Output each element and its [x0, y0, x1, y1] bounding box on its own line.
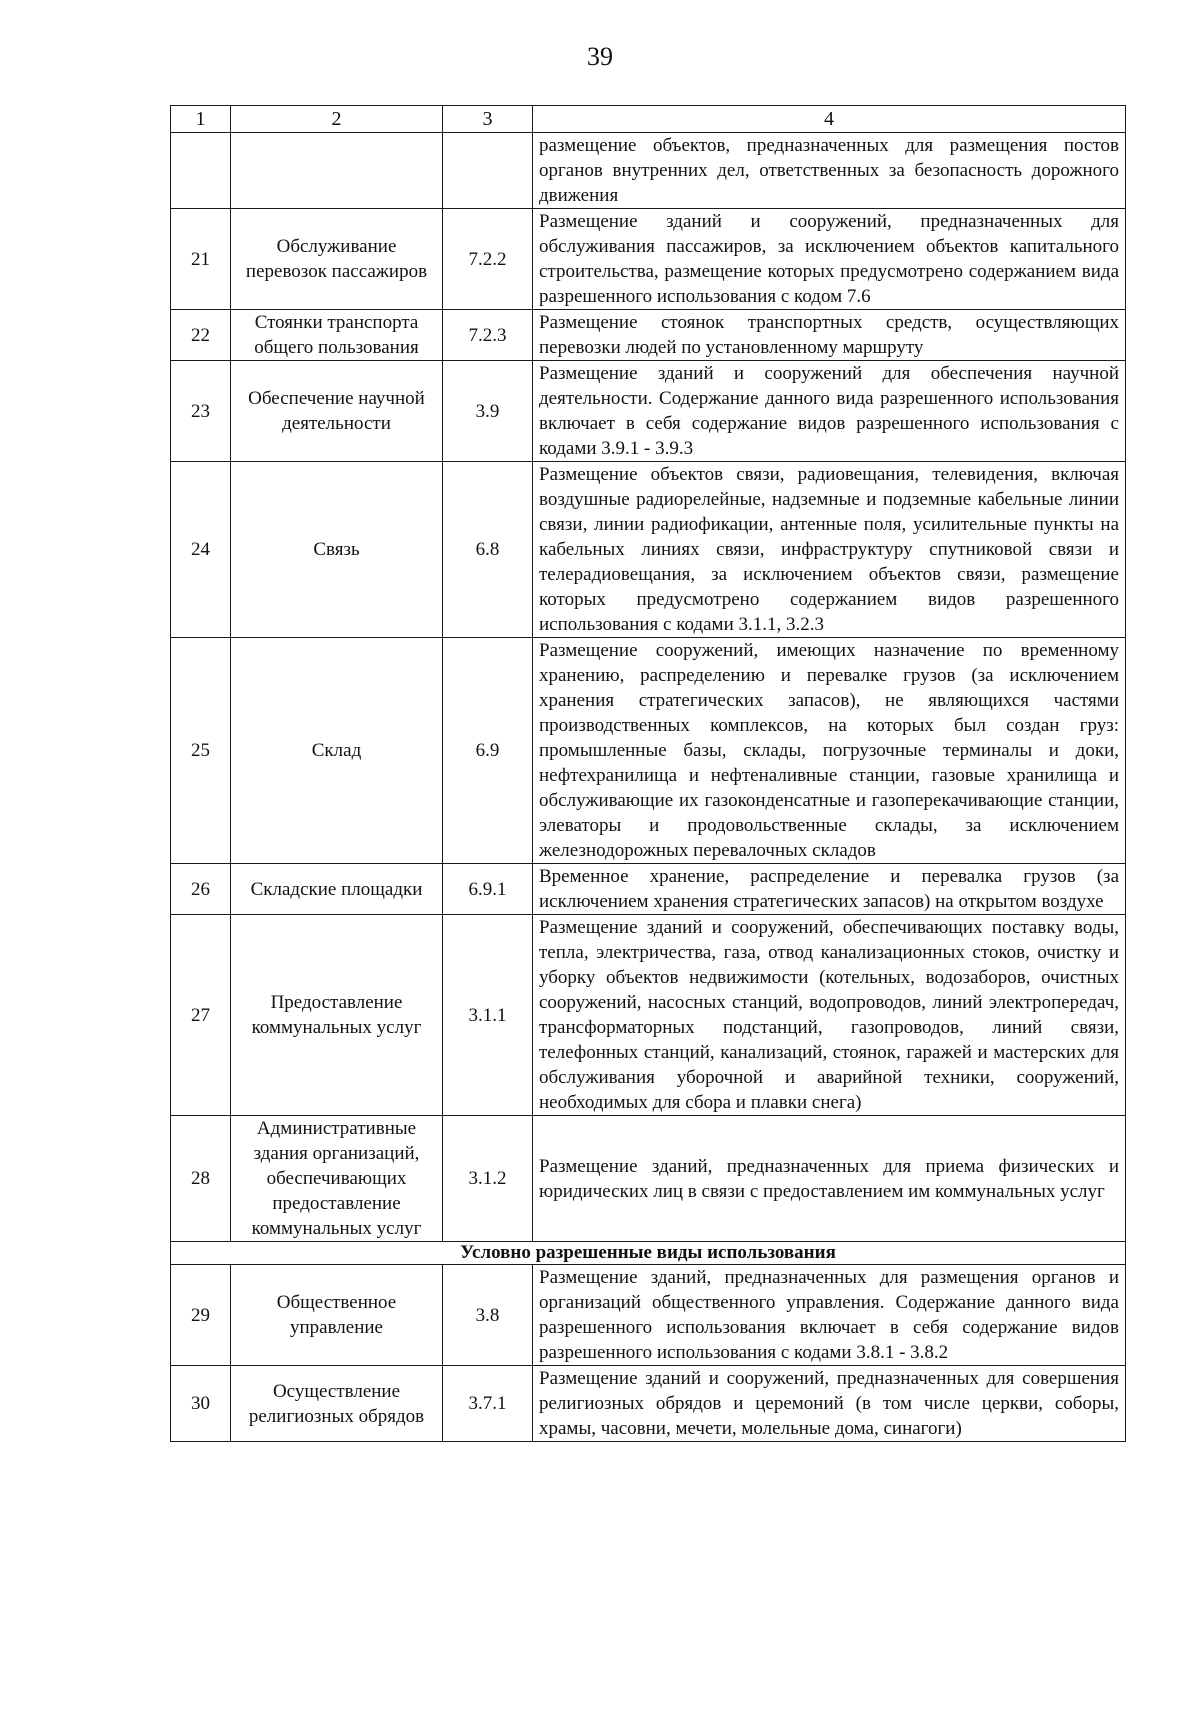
table-body-conditional [171, 1265, 1126, 1442]
land-use-name: Предоставление коммунальных услуг [231, 915, 443, 1116]
land-use-description: Размещение зданий и сооружений, предназначенных для обслуживания пассажиров, за исключением объектов капитального строительства, размещение которых предусмотрено содержанием вида разрешенного использования с кодом 7.6 [533, 209, 1126, 310]
land-use-name: Обеспечение научной деятельности [231, 361, 443, 462]
row-number: 23 [171, 361, 231, 462]
row-number: 28 [171, 1116, 231, 1242]
land-use-code: 6.9.1 [443, 864, 533, 915]
page-number: 39 [587, 42, 613, 71]
section-title: Условно разрешенные виды использования [171, 1242, 1126, 1265]
table-row [171, 1366, 1126, 1442]
table-header-row [171, 106, 1126, 133]
land-use-code: 7.2.3 [443, 310, 533, 361]
table-row [171, 638, 1126, 864]
column-header-4: 4 [533, 106, 1126, 133]
row-number: 21 [171, 209, 231, 310]
table-row [171, 361, 1126, 462]
land-use-code: 3.8 [443, 1265, 533, 1366]
land-use-description: Размещение зданий, предназначенных для размещения органов и организаций общественного управления. Содержание данного вида разрешенного использования включает в себя содержание видов разрешенного использования с кодами 3.8.1 - 3.8.2 [533, 1265, 1126, 1366]
row-number: 26 [171, 864, 231, 915]
land-use-description: Временное хранение, распределение и перевалка грузов (за исключением хранения стратегических запасов) на открытом воздухе [533, 864, 1126, 915]
land-use-code: 3.1.2 [443, 1116, 533, 1242]
land-use-name: Общественное управление [231, 1265, 443, 1366]
table-body-main [171, 133, 1126, 1242]
land-use-name: Склад [231, 638, 443, 864]
land-use-description: размещение объектов, предназначенных для размещения постов органов внутренних дел, ответственных за безопасность дорожного движения [533, 133, 1126, 209]
table-row [171, 1116, 1126, 1242]
land-use-name: Обслуживание перевозок пассажиров [231, 209, 443, 310]
land-use-table [170, 105, 1126, 1442]
land-use-description: Размещение сооружений, имеющих назначение по временному хранению, распределению и перевалке грузов (за исключением хранения стратегических запасов), не являющихся частями производственных комплексов, на которых был создан груз: промышленные базы, склады, погрузочные терминалы и доки, нефтехранилища и нефтеналивные станции, газовые хранилища и обслуживающие их газоконденсатные и газоперекачивающие станции, элеваторы и продовольственные склады, за исключением железнодорожных перевалочных складов [533, 638, 1126, 864]
table-row [171, 310, 1126, 361]
land-use-code [443, 133, 533, 209]
table-row [171, 864, 1126, 915]
column-header-2: 2 [231, 106, 443, 133]
table-row [171, 209, 1126, 310]
land-use-description: Размещение стоянок транспортных средств, осуществляющих перевозки людей по установленному маршруту [533, 310, 1126, 361]
row-number: 25 [171, 638, 231, 864]
land-use-description: Размещение объектов связи, радиовещания, телевидения, включая воздушные радиорелейные, надземные и подземные кабельные линии связи, линии радиофикации, антенные поля, усилительные пункты на кабельных линиях связи, инфраструктуру спутниковой связи и телерадиовещания, за исключением объектов связи, размещение которых предусмотрено содержанием видов разрешенного использования с кодами 3.1.1, 3.2.3 [533, 462, 1126, 638]
row-number: 30 [171, 1366, 231, 1442]
land-use-name: Осуществление религиозных обрядов [231, 1366, 443, 1442]
section-row [171, 1242, 1126, 1265]
table-row [171, 462, 1126, 638]
land-use-name [231, 133, 443, 209]
land-use-name: Административные здания организаций, обеспечивающих предоставление коммунальных услуг [231, 1116, 443, 1242]
row-number: 22 [171, 310, 231, 361]
land-use-code: 3.7.1 [443, 1366, 533, 1442]
table-row [171, 915, 1126, 1116]
land-use-name: Связь [231, 462, 443, 638]
row-number [171, 133, 231, 209]
row-number: 29 [171, 1265, 231, 1366]
land-use-description: Размещение зданий и сооружений, обеспечивающих поставку воды, тепла, электричества, газа, отвод канализационных стоков, очистку и уборку объектов недвижимости (котельных, водозаборов, очистных сооружений, насосных станций, водопроводов, линий электропередач, трансформаторных подстанций, газопроводов, линий связи, телефонных станций, канализаций, стоянок, гаражей и мастерских для обслуживания уборочной и аварийной техники, сооружений, необходимых для сбора и плавки снега) [533, 915, 1126, 1116]
land-use-code: 3.1.1 [443, 915, 533, 1116]
land-use-code: 6.9 [443, 638, 533, 864]
row-number: 27 [171, 915, 231, 1116]
table-row [171, 1265, 1126, 1366]
table-section [171, 1242, 1126, 1265]
land-use-code: 3.9 [443, 361, 533, 462]
column-header-1: 1 [171, 106, 231, 133]
table-row [171, 133, 1126, 209]
row-number: 24 [171, 462, 231, 638]
land-use-description: Размещение зданий, предназначенных для приема физических и юридических лиц в связи с предоставлением им коммунальных услуг [533, 1116, 1126, 1242]
land-use-description: Размещение зданий и сооружений для обеспечения научной деятельности. Содержание данного вида разрешенного использования включает в себя содержание видов разрешенного использования с кодами 3.9.1 - 3.9.3 [533, 361, 1126, 462]
land-use-code: 6.8 [443, 462, 533, 638]
land-use-code: 7.2.2 [443, 209, 533, 310]
land-use-description: Размещение зданий и сооружений, предназначенных для совершения религиозных обрядов и церемоний (в том числе церкви, соборы, храмы, часовни, мечети, молельные дома, синагоги) [533, 1366, 1126, 1442]
column-header-3: 3 [443, 106, 533, 133]
land-use-name: Стоянки транспорта общего пользования [231, 310, 443, 361]
land-use-name: Складские площадки [231, 864, 443, 915]
